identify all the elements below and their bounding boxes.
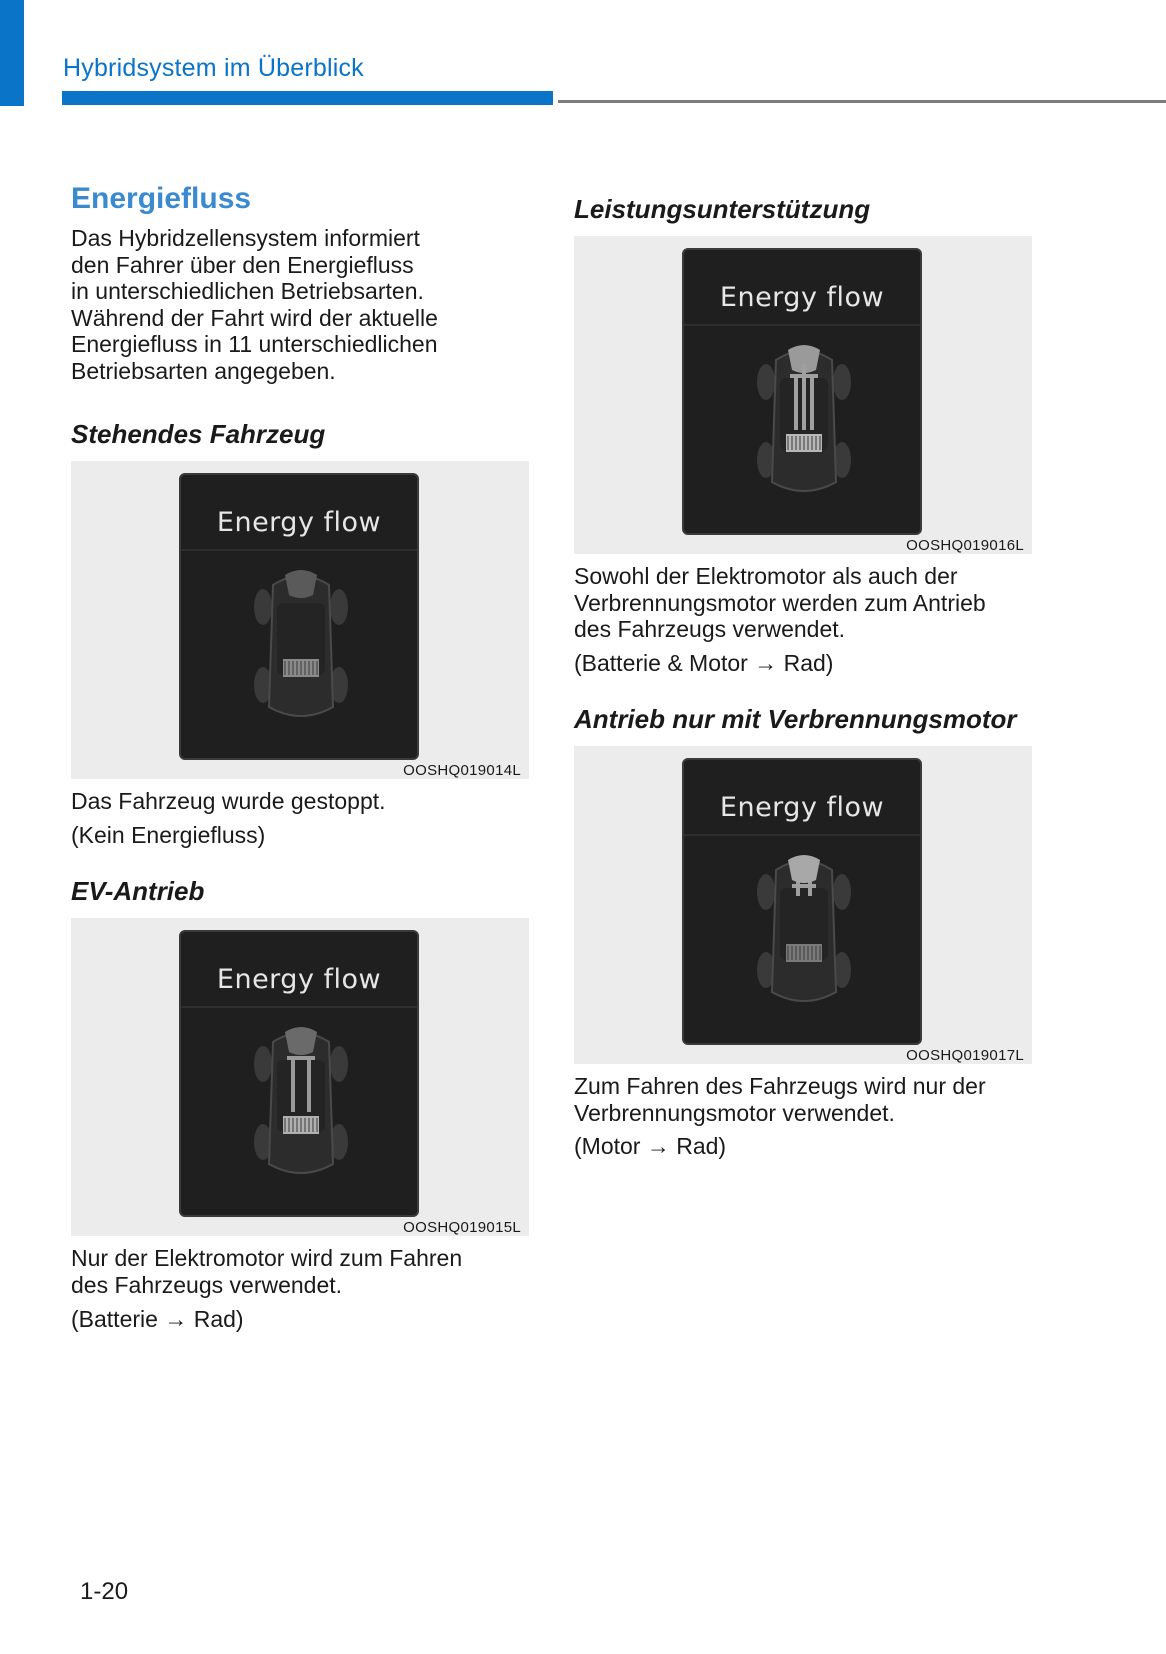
screen-title: Energy flow xyxy=(216,507,382,538)
screen-title: Energy flow xyxy=(719,792,885,823)
header-rule-blue xyxy=(62,91,553,105)
figure-code: OOSHQ019016L xyxy=(906,537,1024,554)
car-topview-icon xyxy=(251,567,351,727)
subheading-stopped: Stehendes Fahrzeug xyxy=(71,419,326,449)
flow-stopped: (Kein Energiefluss) xyxy=(71,822,266,848)
chapter-tab xyxy=(0,0,24,106)
intro-paragraph: Das Hybridzellensystem informiert den Fahrer über den Energiefluss in unterschiedlichen Betriebsarten. Während der Fahrt wird der aktuelle Energiefluss in 11 unterschiedlichen Betriebsarten angegeben. xyxy=(71,225,438,384)
header-rule-gray xyxy=(558,100,1166,103)
description-ev: Nur der Elektromotor wird zum Fahren des Fahrzeugs verwendet. xyxy=(71,1245,463,1298)
description-assist: Sowohl der Elektromotor als auch der Verbrennungsmotor werden zum Antrieb des Fahrzeugs verwendet. xyxy=(574,563,986,642)
energy-flow-screen xyxy=(682,248,922,535)
figure-assist xyxy=(574,236,1032,554)
subheading-ev: EV-Antrieb xyxy=(71,876,205,906)
screen-divider xyxy=(684,834,920,836)
flow-assist: (Batterie & Motor → Rad) xyxy=(574,650,834,676)
figure-code: OOSHQ019015L xyxy=(403,1219,521,1236)
energy-flow-screen xyxy=(682,758,922,1045)
figure-code: OOSHQ019014L xyxy=(403,762,521,779)
screen-divider xyxy=(684,324,920,326)
figure-stopped xyxy=(71,461,529,779)
subheading-assist: Leistungsunterstützung xyxy=(574,194,871,224)
figure-engine xyxy=(574,746,1032,1064)
car-topview-icon xyxy=(754,852,854,1012)
screen-title: Energy flow xyxy=(216,964,382,995)
screen-divider xyxy=(181,549,417,551)
flow-ev: (Batterie → Rad) xyxy=(71,1306,244,1332)
screen-divider xyxy=(181,1006,417,1008)
figure-ev xyxy=(71,918,529,1236)
description-stopped: Das Fahrzeug wurde gestoppt. xyxy=(71,788,386,814)
energy-flow-screen xyxy=(179,930,419,1217)
figure-code: OOSHQ019017L xyxy=(906,1047,1024,1064)
description-engine: Zum Fahren des Fahrzeugs wird nur der Verbrennungsmotor verwendet. xyxy=(574,1073,986,1126)
page-number: 1-20 xyxy=(80,1578,129,1605)
flow-engine: (Motor → Rad) xyxy=(574,1133,727,1159)
car-topview-icon xyxy=(754,342,854,502)
subheading-engine: Antrieb nur mit Verbrennungsmotor xyxy=(574,704,1017,734)
section-heading: Energiefluss xyxy=(71,182,252,215)
energy-flow-screen xyxy=(179,473,419,760)
screen-title: Energy flow xyxy=(719,282,885,313)
car-topview-icon xyxy=(251,1024,351,1184)
chapter-title: Hybridsystem im Überblick xyxy=(63,54,364,82)
